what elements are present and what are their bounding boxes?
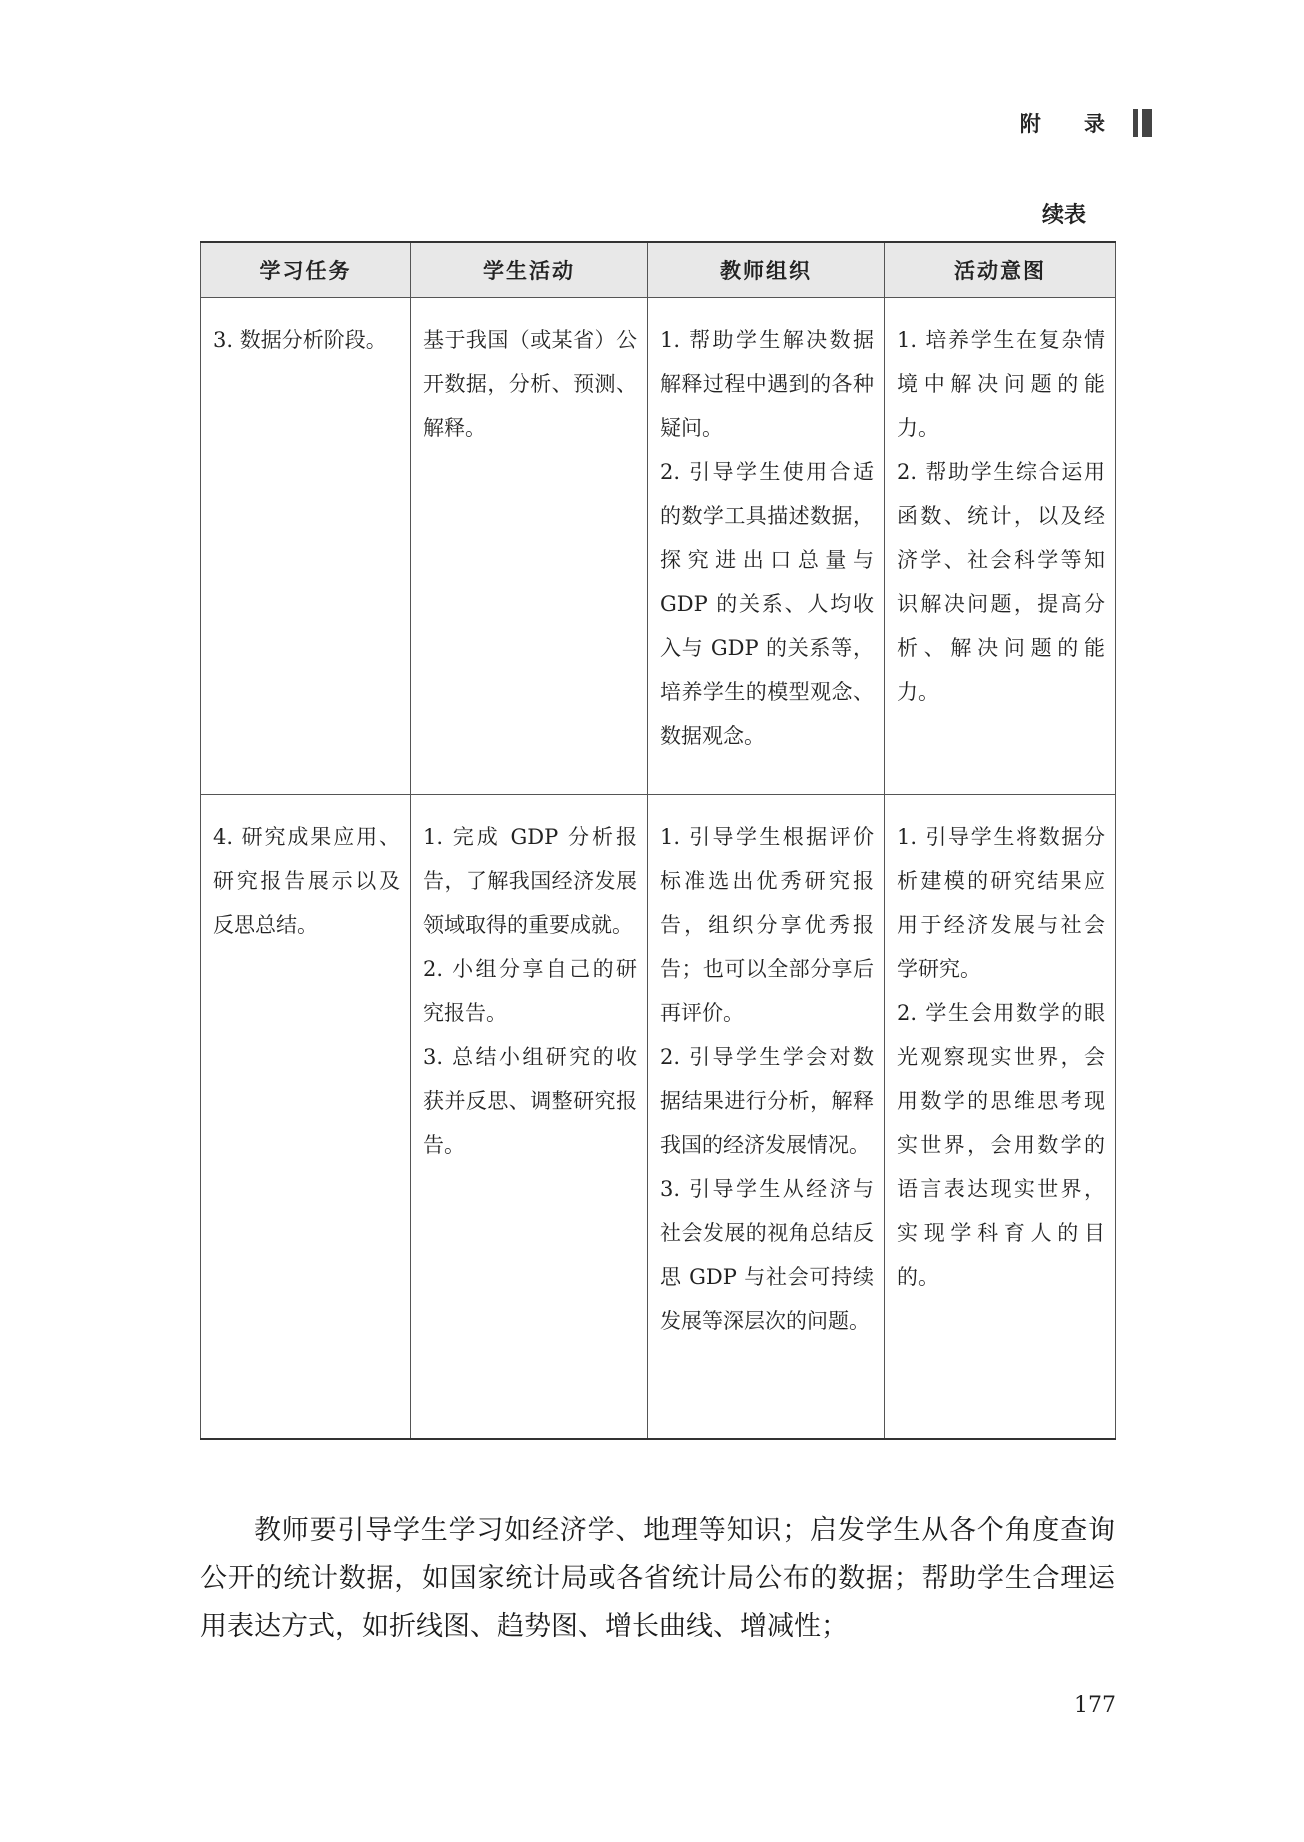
cell-paragraph: 3. 总结小组研究的收获并反思、调整研究报告。 [423, 1045, 637, 1157]
header-bar-thin [1133, 109, 1138, 137]
column-header-student-activity: 学生活动 [411, 242, 648, 298]
table-continued-label: 续表 [1041, 203, 1086, 228]
cell-paragraph: 2. 小组分享自己的研究报告。 [423, 957, 637, 1025]
table-row [201, 298, 1116, 795]
cell-paragraph: 2. 引导学生使用合适的数学工具描述数据，探究进出口总量与 GDP 的关系、人均收入与 GDP 的关系等，培养学生的模型观念、数据观念。 [660, 460, 874, 748]
cell-paragraph: 基于我国（或某省）公开数据，分析、预测、解释。 [423, 328, 637, 440]
table-row [201, 795, 1116, 1440]
cell-paragraph: 2. 帮助学生综合运用函数、统计，以及经济学、社会科学等知识解决问题，提高分析、解决问题的能力。 [897, 460, 1105, 704]
running-header [1020, 108, 1152, 138]
cell-paragraph: 1. 培养学生在复杂情境中解决问题的能力。 [897, 328, 1105, 440]
cell-activity-intent [885, 795, 1116, 1440]
cell-paragraph: 1. 引导学生根据评价标准选出优秀研究报告，组织分享优秀报告；也可以全部分享后再评价。 [660, 825, 874, 1025]
cell-paragraph: 2. 引导学生学会对数据结果进行分析，解释我国的经济发展情况。 [660, 1045, 874, 1157]
page-number: 177 [1074, 1693, 1116, 1718]
cell-teacher-organization [648, 795, 885, 1440]
column-header-task: 学习任务 [201, 242, 411, 298]
cell-task [201, 795, 411, 1440]
cell-activity-intent [885, 298, 1116, 795]
cell-student-activity [411, 298, 648, 795]
cell-student-activity [411, 795, 648, 1440]
section-title: 附 录 [1019, 112, 1123, 136]
column-header-activity-intent: 活动意图 [885, 242, 1116, 298]
cell-paragraph: 4. 研究成果应用、研究报告展示以及反思总结。 [213, 825, 400, 937]
cell-paragraph: 1. 引导学生将数据分析建模的研究结果应用于经济发展与社会学研究。 [897, 825, 1105, 981]
activity-table-container [200, 241, 1115, 1440]
column-header-teacher-organization: 教师组织 [648, 242, 885, 298]
cell-teacher-organization [648, 298, 885, 795]
body-paragraph: 教师要引导学生学习如经济学、地理等知识；启发学生从各个角度查询公开的统计数据，如国家统计局或各省统计局公布的数据；帮助学生合理运用表达方式，如折线图、趋势图、增长曲线、增减性； [200, 1515, 1115, 1642]
header-bar-thick [1142, 109, 1152, 137]
cell-paragraph: 1. 帮助学生解决数据解释过程中遇到的各种疑问。 [660, 328, 874, 440]
cell-paragraph: 1. 完成 GDP 分析报告，了解我国经济发展领域取得的重要成就。 [423, 825, 637, 937]
cell-task [201, 298, 411, 795]
cell-paragraph: 3. 引导学生从经济与社会发展的视角总结反思 GDP 与社会可持续发展等深层次的问题。 [660, 1177, 874, 1333]
cell-paragraph: 2. 学生会用数学的眼光观察现实世界，会用数学的思维思考现实世界，会用数学的语言表达现实世界，实现学科育人的目的。 [897, 1001, 1105, 1289]
header-bar-decoration [1133, 109, 1152, 137]
cell-paragraph: 3. 数据分析阶段。 [213, 328, 387, 352]
table-header-row [201, 242, 1116, 298]
activity-table [200, 241, 1116, 1440]
